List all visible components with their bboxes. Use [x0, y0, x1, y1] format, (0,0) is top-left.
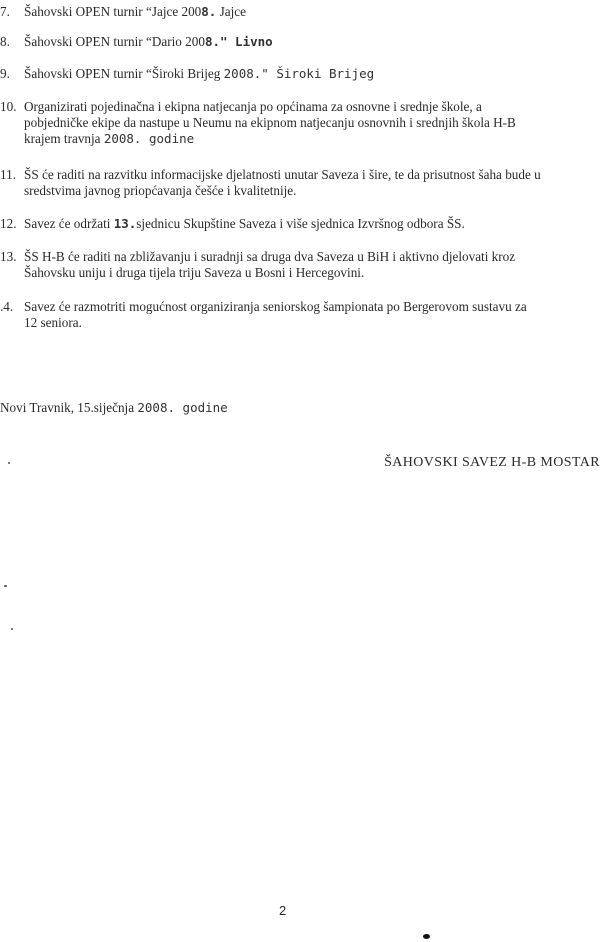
signature-block: ŠAHOVSKI SAVEZ H-B MOSTAR	[384, 455, 600, 470]
item-line: Savez će održati 13.sjednicu Skupštine Saveza i više sjednica Izvršnog odbora ŠS.	[24, 216, 465, 231]
item-text	[24, 249, 594, 281]
item-line: Savez će razmotriti mogućnost organiziranja seniorskog šampionata po Bergerovom sustavu za	[24, 299, 527, 314]
scan-speck	[4, 585, 7, 587]
item-line: sredstvima javnog priopćavanja češće i kvalitetnije.	[24, 183, 297, 198]
item-text	[24, 299, 594, 331]
item-line: Šahovsku uniju i druga tijela triju Saveza u Bosni i Hercegovini.	[24, 265, 365, 280]
item-number: 12.	[0, 216, 17, 231]
place-and-date: Novi Travnik, 15.siječnja 2008. godine	[0, 400, 228, 415]
scan-speck	[423, 934, 430, 939]
item-number: 11.	[0, 167, 16, 182]
item-line: krajem travnja 2008. godine	[24, 131, 195, 146]
item-number: 8.	[0, 34, 10, 49]
item-text	[24, 99, 594, 147]
item-line: Šahovski OPEN turnir “Dario 2008." Livno	[24, 34, 273, 49]
item-text	[24, 4, 594, 20]
scan-speck	[11, 628, 13, 630]
item-text	[24, 216, 594, 232]
item-text	[24, 34, 594, 50]
item-text	[24, 66, 594, 82]
item-line: Šahovski OPEN turnir “Široki Brijeg 2008." Široki Brijeg	[24, 66, 375, 81]
item-number: 9.	[0, 66, 10, 81]
item-text	[24, 167, 594, 199]
item-line: ŠS H-B će raditi na zbližavanju i suradnji sa druga dva Saveza u BiH i aktivno djelovati kroz	[24, 249, 516, 264]
scan-speck	[8, 462, 10, 464]
page-number: 2	[279, 903, 287, 918]
item-line: 12 seniora.	[24, 315, 82, 330]
item-line: Organizirati pojedinačna i ekipna natjecanja po općinama za osnovne i srednje škole, a	[24, 99, 482, 114]
item-line: pobjedničke ekipe da nastupe u Neumu na ekipnom natjecanju osnovnih i srednjih škola H-B	[24, 115, 516, 130]
item-number: .4.	[0, 299, 14, 314]
item-number: 7.	[0, 4, 10, 19]
item-number: 10.	[0, 99, 17, 114]
item-line: ŠS će raditi na razvitku informacijske djelatnosti unutar Saveza i šire, te da prisutnost šaha bude u	[24, 167, 541, 182]
item-line: Šahovski OPEN turnir “Jajce 2008. Jajce	[24, 4, 246, 19]
item-number: 13.	[0, 249, 17, 264]
